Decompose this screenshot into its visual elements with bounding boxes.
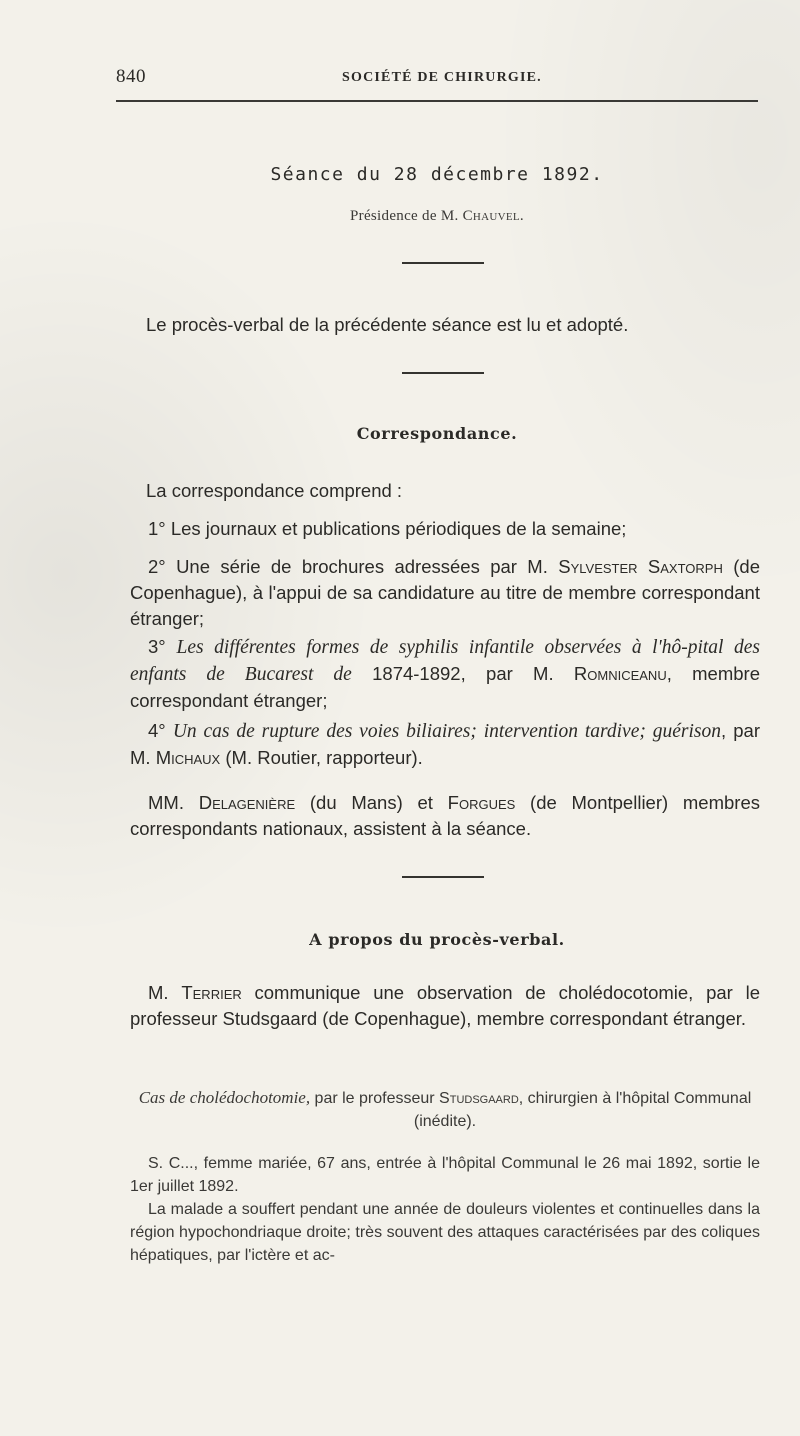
proces-verbal-paragraph: Le procès-verbal de la précédente séance est lu et adopté. [146,314,629,335]
correspondance-item-4 [130,718,760,771]
page-header [116,66,758,96]
header-rule [116,100,758,102]
item-4-text-b: , par M. [130,720,760,768]
item-1-text: 1° Les journaux et publications périodiques de la semaine; [148,518,627,539]
terrier-paragraph [130,980,760,1032]
item-3-title: Les différentes formes de syphilis infantile observées à l'hô-pital des enfants de Bucarest de [130,637,761,685]
mm-name-2: Forgues [447,792,516,813]
terrier-name: Terrier [181,982,242,1003]
item-4-text-c: (M. Routier, rapporteur). [220,747,423,768]
item-2-text-a: 2° Une série de brochures adressées par M. [148,556,559,577]
case-title [130,1086,760,1133]
page-number: 840 [116,66,146,87]
item-2-author: Sylvester Saxtorph [558,556,723,577]
correspondance-item-1 [130,516,760,542]
correspondance-intro: La correspondance comprend : [146,480,403,501]
members-present-paragraph [130,790,760,842]
presidence-prefix: Présidence de M. [350,208,463,224]
item-2-text-b: (de Copenhague), à l'appui de sa candidature au titre de membre correspondant étranger; [130,556,760,629]
item-3-number: 3° [148,636,177,657]
case-title-b: par le professeur [310,1090,440,1107]
case-p1-text: S. C..., femme mariée, 67 ans, entrée à l'hôpital Communal le 26 mai 1892, sortie le 1er juillet 1892. [130,1155,760,1195]
presidence-suffix: . [519,208,524,224]
mm-text-b: (du Mans) et [295,792,448,813]
item-3-text-b: 1874-1892, par M. [351,663,574,684]
item-4-author: Michaux [155,747,221,768]
separator-rule [402,372,484,374]
presidence-line [116,208,758,225]
mm-name-1: Delagenière [198,792,296,813]
case-title-italic: Cas de cholédochotomie, [138,1088,311,1107]
correspondance-item-2 [130,554,760,632]
case-p2-text: La malade a souffert pendant une année de douleurs violentes et continuelles dans la région hypochondriaque droite; très souvent des attaques caractérisées par des coliques hépatiques, par l'ictère et ac- [130,1201,760,1264]
separator-rule [402,876,484,878]
running-head: SOCIÉTÉ DE CHIRURGIE. [342,70,542,85]
separator-rule [402,262,484,264]
item-4-title: Un cas de rupture des voies biliaires; intervention tardive; guérison [172,721,721,742]
case-paragraph-1 [130,1152,760,1198]
item-3-text-c: , membre correspondant étranger; [130,663,760,711]
case-paragraph-2 [130,1198,760,1267]
mm-text-a: MM. [148,792,199,813]
presidence-name: Chauvel [462,208,520,224]
case-author: Studsgaard [439,1090,519,1107]
item-3-author: Romniceanu [573,663,667,684]
mm-text-c: (de Montpellier) membres correspondants nationaux, assistent à la séance. [130,792,760,839]
terrier-text-a: M. [148,982,182,1003]
case-title-c: , chirurgien à l'hôpital Communal (inédite). [413,1090,752,1130]
correspondance-item-3 [130,634,760,714]
propos-heading: A propos du procès-verbal. [309,930,565,949]
session-title: Séance du 28 décembre 1892. [270,164,604,185]
correspondance-heading: Correspondance. [356,424,518,443]
terrier-text-b: communique une observation de cholédocotomie, par le professeur Studsgaard (de Copenhague), membre correspondant étranger. [130,982,760,1029]
item-4-number: 4° [148,720,173,741]
